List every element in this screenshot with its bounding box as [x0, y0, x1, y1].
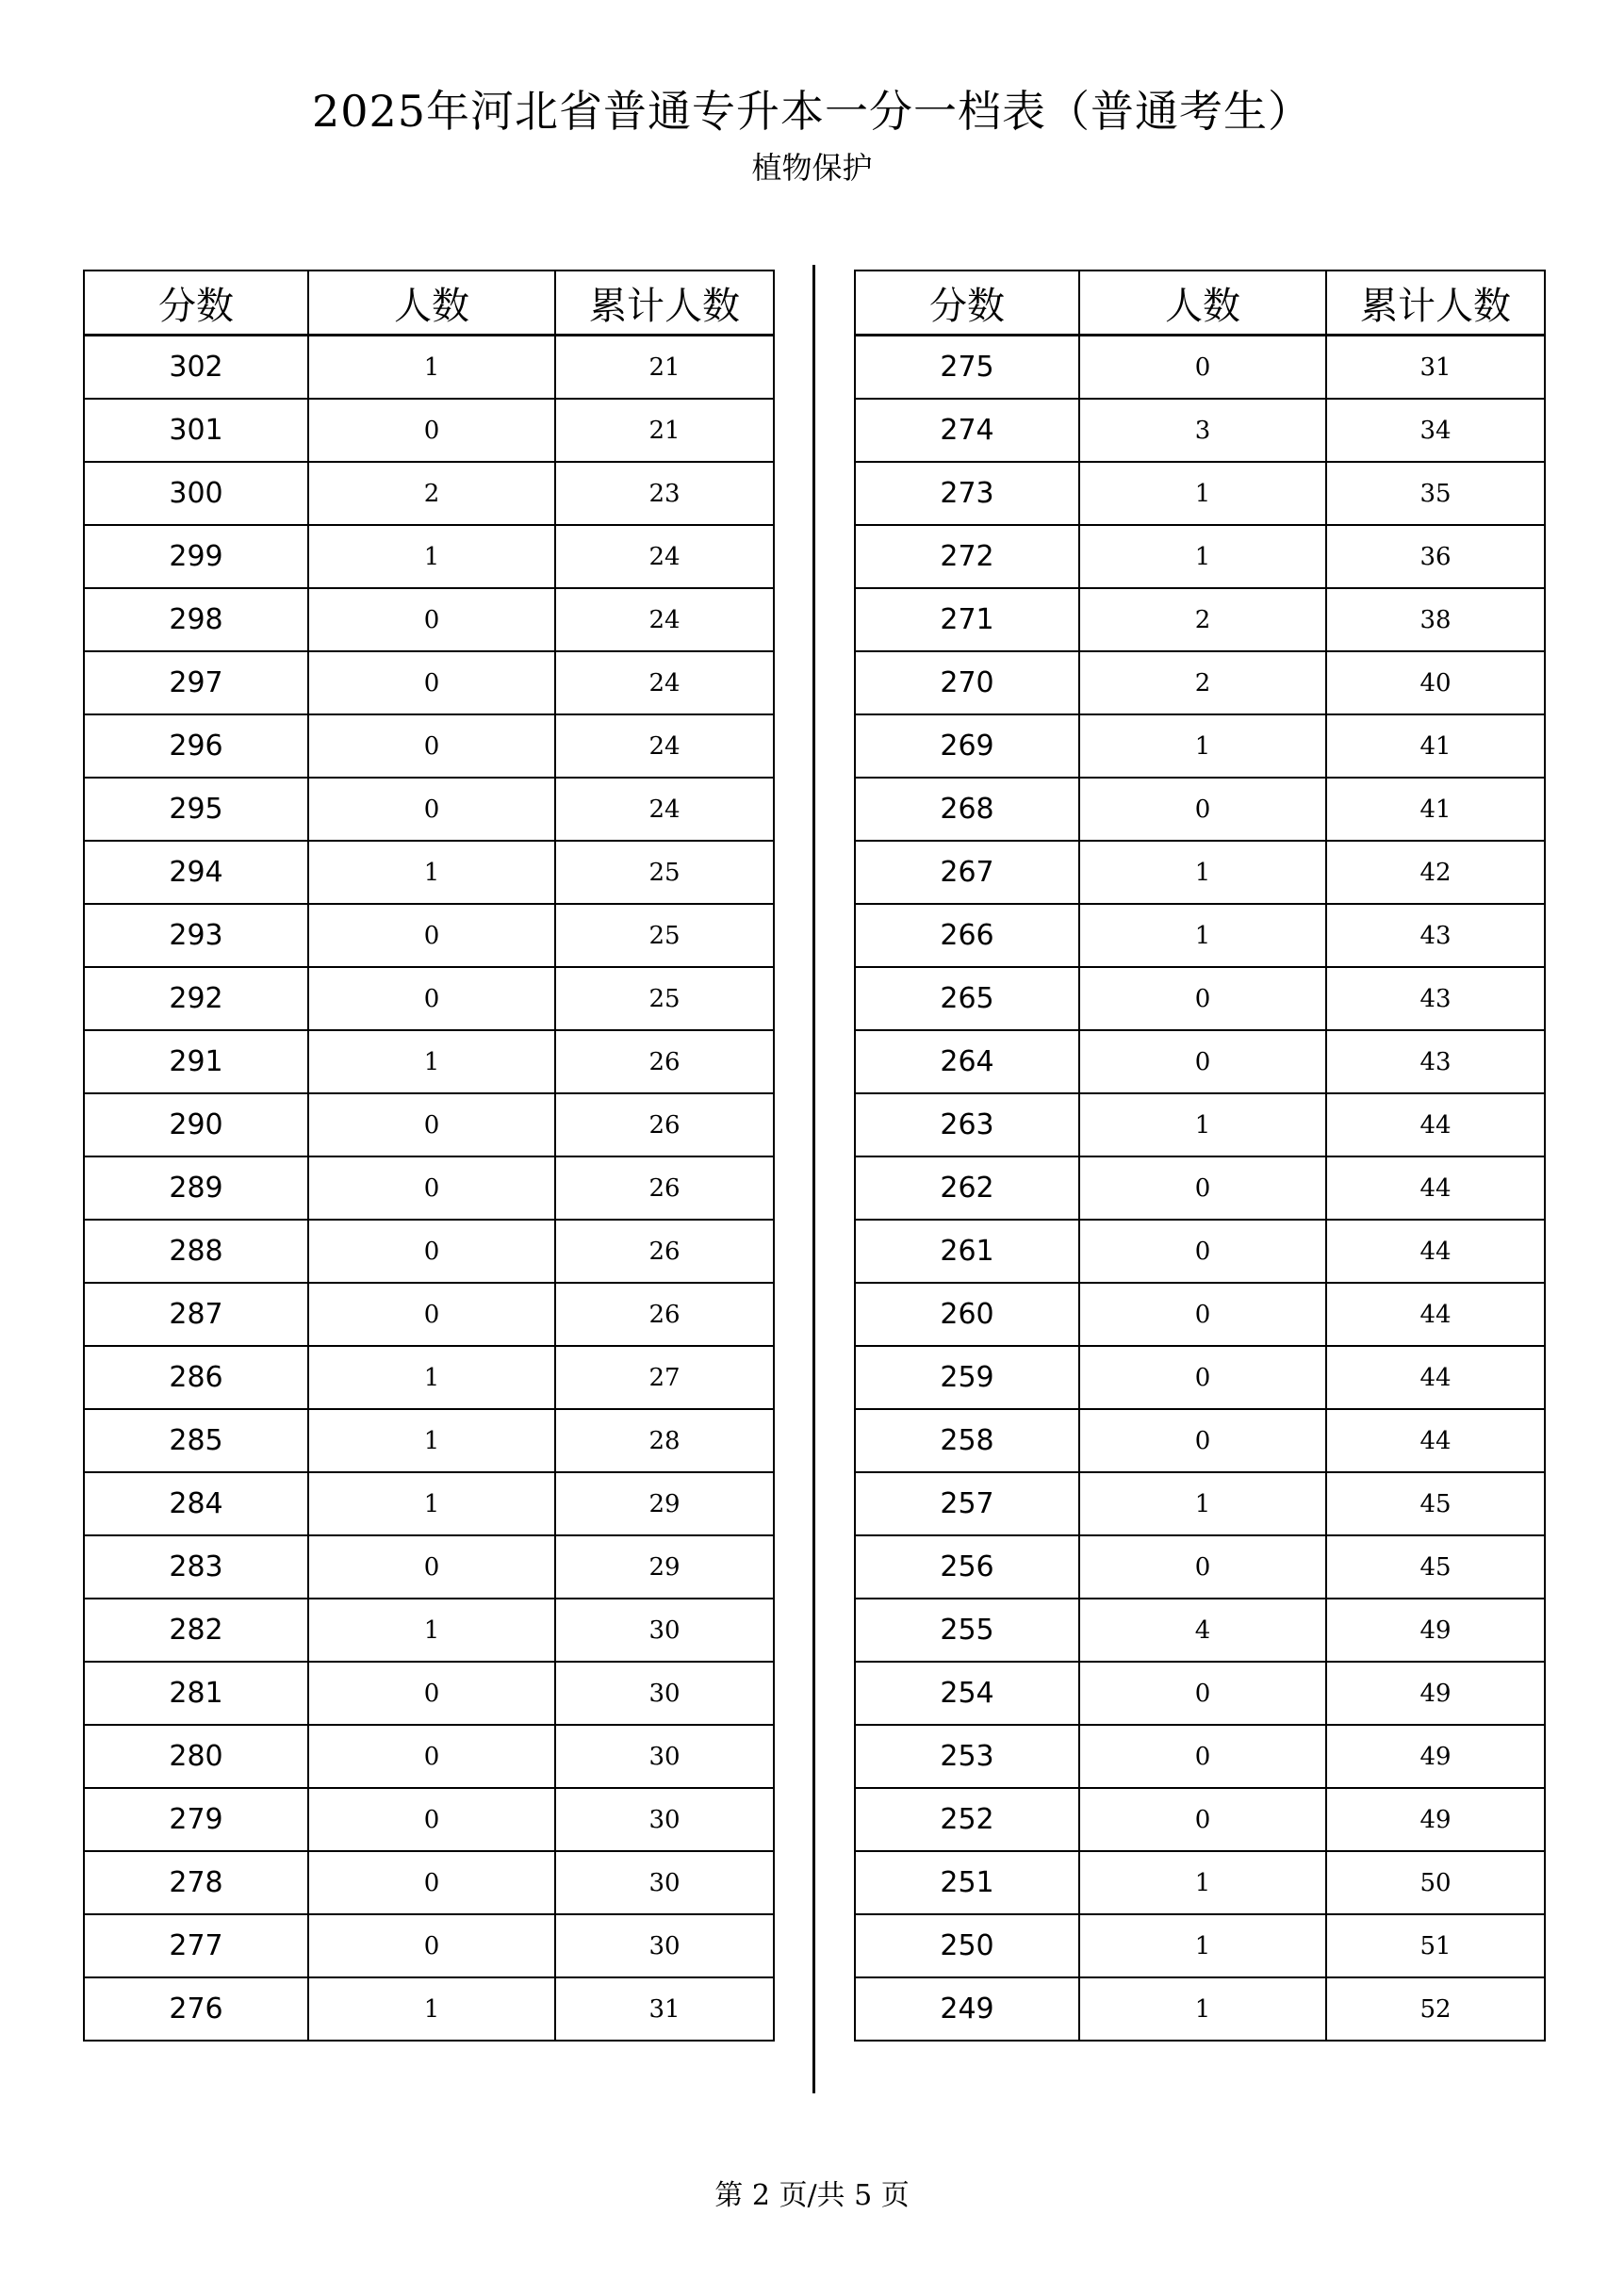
- score-cell: 280: [84, 1725, 308, 1788]
- cumulative-cell: 30: [555, 1914, 774, 1977]
- cumulative-cell: 21: [555, 336, 774, 400]
- cumulative-cell: 26: [555, 1156, 774, 1220]
- score-cell: 255: [855, 1599, 1079, 1662]
- cumulative-cell: 41: [1326, 778, 1545, 841]
- cumulative-cell: 30: [555, 1599, 774, 1662]
- cumulative-cell: 31: [555, 1977, 774, 2041]
- count-cell: 0: [308, 651, 555, 714]
- cumulative-cell: 43: [1326, 1030, 1545, 1093]
- score-cell: 283: [84, 1535, 308, 1599]
- table-row: [84, 1851, 774, 1914]
- cumulative-cell: 49: [1326, 1725, 1545, 1788]
- count-cell: 0: [1079, 1788, 1326, 1851]
- cumulative-cell: 26: [555, 1220, 774, 1283]
- table-row: [855, 336, 1545, 400]
- table-row: [84, 1156, 774, 1220]
- table-row: [855, 1283, 1545, 1346]
- score-cell: 290: [84, 1093, 308, 1156]
- document-title: 2025年河北省普通专升本一分一档表（普通考生）: [311, 86, 1313, 137]
- score-cell: 265: [855, 967, 1079, 1030]
- count-cell: 0: [308, 1220, 555, 1283]
- cumulative-cell: 44: [1326, 1409, 1545, 1472]
- table-row: [84, 525, 774, 588]
- score-cell: 264: [855, 1030, 1079, 1093]
- cumulative-cell: 29: [555, 1535, 774, 1599]
- score-cell: 276: [84, 1977, 308, 2041]
- table-row: [84, 1093, 774, 1156]
- count-cell: 1: [1079, 1977, 1326, 2041]
- cumulative-cell: 26: [555, 1093, 774, 1156]
- table-row: [84, 588, 774, 651]
- table-row: [84, 1283, 774, 1346]
- score-cell: 282: [84, 1599, 308, 1662]
- cumulative-cell: 34: [1326, 399, 1545, 462]
- score-cell: 274: [855, 399, 1079, 462]
- cumulative-cell: 43: [1326, 904, 1545, 967]
- header-count: 人数: [308, 271, 555, 336]
- table-row: [855, 1599, 1545, 1662]
- table-row: [84, 399, 774, 462]
- table-body-right: [855, 336, 1545, 2042]
- score-cell: 249: [855, 1977, 1079, 2041]
- score-cell: 287: [84, 1283, 308, 1346]
- count-cell: 0: [308, 1788, 555, 1851]
- table-row: [855, 967, 1545, 1030]
- table-row: [84, 714, 774, 778]
- score-cell: 269: [855, 714, 1079, 778]
- score-cell: 260: [855, 1283, 1079, 1346]
- score-cell: 279: [84, 1788, 308, 1851]
- count-cell: 4: [1079, 1599, 1326, 1662]
- header-score: 分数: [84, 271, 308, 336]
- cumulative-cell: 52: [1326, 1977, 1545, 2041]
- cumulative-cell: 51: [1326, 1914, 1545, 1977]
- cumulative-cell: 24: [555, 714, 774, 778]
- cumulative-cell: 35: [1326, 462, 1545, 525]
- score-cell: 285: [84, 1409, 308, 1472]
- score-cell: 298: [84, 588, 308, 651]
- score-cell: 291: [84, 1030, 308, 1093]
- count-cell: 0: [308, 1283, 555, 1346]
- count-cell: 0: [308, 1914, 555, 1977]
- document-subtitle: 植物保护: [751, 150, 873, 186]
- count-cell: 1: [1079, 841, 1326, 904]
- score-cell: 270: [855, 651, 1079, 714]
- cumulative-cell: 49: [1326, 1788, 1545, 1851]
- score-cell: 277: [84, 1914, 308, 1977]
- count-cell: 0: [308, 1662, 555, 1725]
- cumulative-cell: 45: [1326, 1535, 1545, 1599]
- count-cell: 0: [1079, 1220, 1326, 1283]
- score-table-right: [854, 270, 1546, 2042]
- table-row: [855, 525, 1545, 588]
- score-cell: 294: [84, 841, 308, 904]
- table-body-left: [84, 336, 774, 2042]
- cumulative-cell: 40: [1326, 651, 1545, 714]
- cumulative-cell: 45: [1326, 1472, 1545, 1535]
- count-cell: 0: [1079, 967, 1326, 1030]
- score-cell: 288: [84, 1220, 308, 1283]
- cumulative-cell: 44: [1326, 1220, 1545, 1283]
- count-cell: 1: [308, 1346, 555, 1409]
- table-row: [84, 1662, 774, 1725]
- count-cell: 1: [1079, 525, 1326, 588]
- count-cell: 0: [308, 1156, 555, 1220]
- score-cell: 296: [84, 714, 308, 778]
- cumulative-cell: 36: [1326, 525, 1545, 588]
- count-cell: 0: [1079, 1662, 1326, 1725]
- cumulative-cell: 49: [1326, 1599, 1545, 1662]
- count-cell: 0: [308, 1535, 555, 1599]
- table-row: [855, 462, 1545, 525]
- table-row: [855, 1472, 1545, 1535]
- score-cell: 256: [855, 1535, 1079, 1599]
- count-cell: 1: [1079, 714, 1326, 778]
- count-cell: 0: [308, 1093, 555, 1156]
- table-row: [855, 1914, 1545, 1977]
- page-footer: 第 2 页/共 5 页: [714, 2179, 910, 2212]
- score-cell: 275: [855, 336, 1079, 400]
- score-cell: 254: [855, 1662, 1079, 1725]
- count-cell: 0: [308, 778, 555, 841]
- count-cell: 3: [1079, 399, 1326, 462]
- count-cell: 0: [1079, 1283, 1326, 1346]
- score-cell: 286: [84, 1346, 308, 1409]
- score-cell: 284: [84, 1472, 308, 1535]
- score-cell: 271: [855, 588, 1079, 651]
- table-row: [855, 1725, 1545, 1788]
- table-row: [84, 841, 774, 904]
- count-cell: 1: [308, 1977, 555, 2041]
- cumulative-cell: 30: [555, 1662, 774, 1725]
- cumulative-cell: 29: [555, 1472, 774, 1535]
- cumulative-cell: 44: [1326, 1093, 1545, 1156]
- table-row: [855, 399, 1545, 462]
- table-row: [84, 1725, 774, 1788]
- score-cell: 263: [855, 1093, 1079, 1156]
- table-row: [855, 1346, 1545, 1409]
- table-row: [855, 1093, 1545, 1156]
- count-cell: 1: [1079, 462, 1326, 525]
- cumulative-cell: 42: [1326, 841, 1545, 904]
- score-cell: 300: [84, 462, 308, 525]
- table-row: [84, 462, 774, 525]
- score-cell: 259: [855, 1346, 1079, 1409]
- cumulative-cell: 24: [555, 651, 774, 714]
- header-cumulative: 累计人数: [1326, 271, 1545, 336]
- count-cell: 1: [1079, 1851, 1326, 1914]
- cumulative-cell: 27: [555, 1346, 774, 1409]
- table-row: [855, 841, 1545, 904]
- cumulative-cell: 24: [555, 525, 774, 588]
- table-row: [84, 1599, 774, 1662]
- count-cell: 2: [1079, 588, 1326, 651]
- count-cell: 1: [308, 525, 555, 588]
- cumulative-cell: 25: [555, 904, 774, 967]
- count-cell: 0: [308, 714, 555, 778]
- count-cell: 0: [1079, 336, 1326, 400]
- score-cell: 299: [84, 525, 308, 588]
- cumulative-cell: 26: [555, 1030, 774, 1093]
- table-row: [84, 1472, 774, 1535]
- table-row: [855, 1409, 1545, 1472]
- count-cell: 2: [308, 462, 555, 525]
- cumulative-cell: 24: [555, 778, 774, 841]
- table-row: [855, 1535, 1545, 1599]
- table-row: [84, 1914, 774, 1977]
- table-header-row: [84, 271, 774, 336]
- score-cell: 267: [855, 841, 1079, 904]
- count-cell: 1: [308, 1599, 555, 1662]
- table-row: [855, 1662, 1545, 1725]
- table-row: [84, 1220, 774, 1283]
- count-cell: 2: [1079, 651, 1326, 714]
- count-cell: 1: [308, 1472, 555, 1535]
- table-row: [855, 1220, 1545, 1283]
- header-score: 分数: [855, 271, 1079, 336]
- table-row: [855, 588, 1545, 651]
- column-divider: [812, 265, 815, 2093]
- score-cell: 278: [84, 1851, 308, 1914]
- cumulative-cell: 25: [555, 841, 774, 904]
- count-cell: 0: [1079, 1409, 1326, 1472]
- count-cell: 1: [1079, 1093, 1326, 1156]
- score-cell: 262: [855, 1156, 1079, 1220]
- score-cell: 252: [855, 1788, 1079, 1851]
- cumulative-cell: 50: [1326, 1851, 1545, 1914]
- cumulative-cell: 21: [555, 399, 774, 462]
- count-cell: 1: [1079, 1472, 1326, 1535]
- table-row: [84, 1535, 774, 1599]
- table-row: [855, 714, 1545, 778]
- score-cell: 258: [855, 1409, 1079, 1472]
- score-cell: 272: [855, 525, 1079, 588]
- count-cell: 1: [1079, 1914, 1326, 1977]
- table-row: [855, 1156, 1545, 1220]
- count-cell: 0: [1079, 1156, 1326, 1220]
- table-row: [84, 651, 774, 714]
- cumulative-cell: 41: [1326, 714, 1545, 778]
- score-cell: 297: [84, 651, 308, 714]
- score-cell: 281: [84, 1662, 308, 1725]
- count-cell: 0: [308, 1725, 555, 1788]
- cumulative-cell: 24: [555, 588, 774, 651]
- table-row: [855, 1851, 1545, 1914]
- cumulative-cell: 30: [555, 1788, 774, 1851]
- header-count: 人数: [1079, 271, 1326, 336]
- cumulative-cell: 23: [555, 462, 774, 525]
- cumulative-cell: 44: [1326, 1346, 1545, 1409]
- score-cell: 253: [855, 1725, 1079, 1788]
- table-row: [855, 1030, 1545, 1093]
- count-cell: 1: [308, 1030, 555, 1093]
- count-cell: 0: [1079, 1030, 1326, 1093]
- header-cumulative: 累计人数: [555, 271, 774, 336]
- table-row: [84, 1030, 774, 1093]
- table-row: [84, 904, 774, 967]
- table-row: [84, 336, 774, 400]
- cumulative-cell: 44: [1326, 1283, 1545, 1346]
- score-cell: 295: [84, 778, 308, 841]
- table-row: [84, 1788, 774, 1851]
- table-row: [855, 778, 1545, 841]
- table-row: [855, 904, 1545, 967]
- score-table-left: [83, 270, 775, 2042]
- score-cell: 257: [855, 1472, 1079, 1535]
- score-cell: 251: [855, 1851, 1079, 1914]
- table-row: [855, 1977, 1545, 2041]
- count-cell: 0: [308, 399, 555, 462]
- table-row: [84, 1346, 774, 1409]
- count-cell: 0: [308, 967, 555, 1030]
- score-cell: 289: [84, 1156, 308, 1220]
- cumulative-cell: 30: [555, 1725, 774, 1788]
- cumulative-cell: 28: [555, 1409, 774, 1472]
- cumulative-cell: 49: [1326, 1662, 1545, 1725]
- cumulative-cell: 43: [1326, 967, 1545, 1030]
- cumulative-cell: 25: [555, 967, 774, 1030]
- count-cell: 1: [308, 1409, 555, 1472]
- score-cell: 250: [855, 1914, 1079, 1977]
- count-cell: 0: [308, 588, 555, 651]
- table-row: [84, 967, 774, 1030]
- table-header-row: [855, 271, 1545, 336]
- count-cell: 1: [1079, 904, 1326, 967]
- cumulative-cell: 30: [555, 1851, 774, 1914]
- score-cell: 261: [855, 1220, 1079, 1283]
- cumulative-cell: 26: [555, 1283, 774, 1346]
- cumulative-cell: 38: [1326, 588, 1545, 651]
- count-cell: 1: [308, 336, 555, 400]
- cumulative-cell: 31: [1326, 336, 1545, 400]
- score-cell: 273: [855, 462, 1079, 525]
- table-row: [84, 1977, 774, 2041]
- count-cell: 0: [1079, 1346, 1326, 1409]
- score-cell: 266: [855, 904, 1079, 967]
- table-row: [855, 651, 1545, 714]
- count-cell: 1: [308, 841, 555, 904]
- score-cell: 293: [84, 904, 308, 967]
- score-cell: 301: [84, 399, 308, 462]
- count-cell: 0: [308, 1851, 555, 1914]
- table-row: [84, 778, 774, 841]
- count-cell: 0: [308, 904, 555, 967]
- table-row: [855, 1788, 1545, 1851]
- table-row: [84, 1409, 774, 1472]
- score-cell: 292: [84, 967, 308, 1030]
- count-cell: 0: [1079, 1535, 1326, 1599]
- score-cell: 302: [84, 336, 308, 400]
- cumulative-cell: 44: [1326, 1156, 1545, 1220]
- count-cell: 0: [1079, 778, 1326, 841]
- count-cell: 0: [1079, 1725, 1326, 1788]
- score-cell: 268: [855, 778, 1079, 841]
